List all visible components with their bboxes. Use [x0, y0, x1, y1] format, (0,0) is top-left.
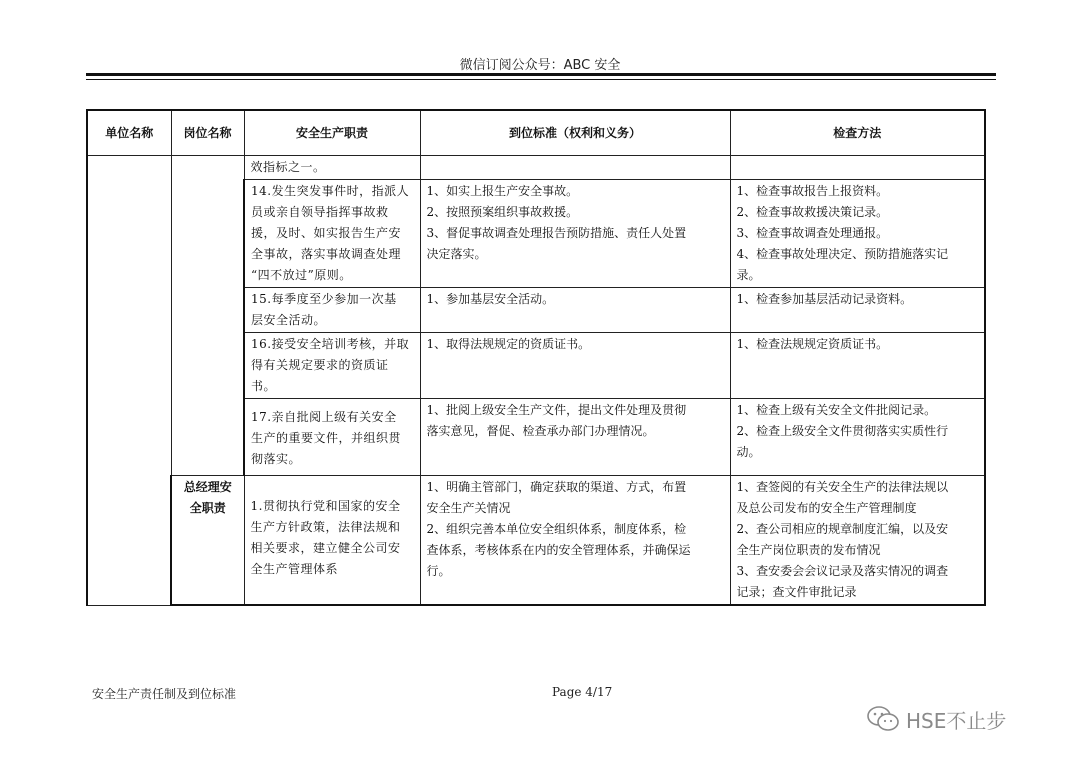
cell-line: 相关要求，建立健全公司安: [250, 541, 401, 555]
cell-line: 全职责: [189, 501, 226, 515]
cell-line: 书。: [251, 379, 277, 393]
cell-line: 1、明确主管部门，确定获取的渠道、方式，布置: [426, 480, 687, 494]
footer-page-number: Page 4/17: [552, 685, 613, 699]
cell-line: 17.亲自批阅上级有关安全: [251, 410, 397, 424]
check-cell: [730, 156, 985, 180]
cell-line: 3、督促事故调查处理报告预防措施、责任人处置: [426, 226, 687, 240]
col-header-standard: 到位标准（权利和义务）: [420, 110, 730, 156]
duty-cell: [244, 156, 420, 180]
standard-cell: [420, 156, 730, 180]
cell-line: 4、检查事故处理决定、预防措施落实记: [736, 247, 949, 261]
duty-cell: [244, 333, 420, 399]
cell-line: 1、如实上报生产安全事故。: [426, 184, 579, 198]
cell-line: 16.接受安全培训考核，并取: [251, 337, 410, 351]
cell-line: 得有关规定要求的资质证: [251, 358, 389, 372]
header-rule-thin: [86, 79, 996, 80]
cell-line: 1、检查参加基层活动记录资料。: [736, 292, 913, 306]
cell-line: 1、批阅上级安全生产文件，提出文件处理及贯彻: [426, 403, 687, 417]
cell-line: 2、按照预案组织事故救援。: [426, 205, 579, 219]
cell-line: 1、查签阅的有关安全生产的法律法规以: [736, 480, 949, 494]
duty-cell: [244, 399, 420, 476]
table-row: [87, 156, 985, 180]
unit-cell: [87, 156, 171, 606]
table-header-row: [87, 110, 985, 156]
duty-cell: [244, 180, 420, 288]
cell-line: 全生产管理体系: [250, 562, 339, 576]
responsibility-table: [86, 109, 986, 606]
cell-line: 记录；查文件审批记录: [736, 585, 857, 599]
check-cell: [730, 399, 985, 476]
cell-line: 2、查公司相应的规章制度汇编，以及安: [736, 522, 949, 536]
cell-line: 生产方针政策，法律法规和: [250, 520, 401, 534]
watermark-text: HSE不止步: [906, 708, 1007, 733]
col-header-unit: 单位名称: [87, 110, 171, 156]
cell-line: 3、查安委会会议记录及落实情况的调查: [736, 564, 949, 578]
cell-line: 15.每季度至少参加一次基: [251, 292, 397, 306]
cell-line: 总经理安: [183, 480, 232, 494]
check-cell: [730, 288, 985, 333]
cell-line: 层安全活动。: [251, 313, 327, 327]
standard-cell: [420, 333, 730, 399]
cell-line: “四不放过”原则。: [251, 268, 352, 282]
duty-cell: [244, 476, 420, 606]
cell-line: 员或亲自领导指挥事故救: [251, 205, 389, 219]
page-header-title: 微信订阅公众号：ABC 安全: [459, 58, 621, 73]
check-cell: [730, 476, 985, 606]
cell-line: 1、检查上级有关安全文件批阅记录。: [736, 403, 937, 417]
cell-line: 2、检查事故救援决策记录。: [736, 205, 889, 219]
cell-line: 录。: [736, 268, 761, 282]
col-header-post: 岗位名称: [171, 110, 244, 156]
standard-cell: [420, 476, 730, 606]
cell-line: 全生产岗位职责的发布情况: [736, 543, 881, 557]
cell-line: 2、组织完善本单位安全组织体系，制度体系，检: [426, 522, 687, 536]
cell-line: 1、取得法规规定的资质证书。: [426, 337, 591, 351]
cell-line: 2、检查上级安全文件贯彻落实实质性行: [736, 424, 949, 438]
wechat-icon: [866, 705, 900, 733]
post-cell: [171, 156, 244, 476]
cell-line: 及总公司发布的安全生产管理制度: [736, 501, 917, 515]
cell-line: 14.发生突发事件时，指派人: [251, 184, 410, 198]
cell-line: 效指标之一。: [250, 160, 326, 174]
cell-line: 1、检查事故报告上报资料。: [736, 184, 889, 198]
standard-cell: [420, 399, 730, 476]
check-cell: [730, 333, 985, 399]
standard-cell: [420, 180, 730, 288]
cell-line: 1、检查法规规定资质证书。: [736, 337, 889, 351]
post-cell-general-manager: [171, 476, 244, 606]
duty-cell: [244, 288, 420, 333]
cell-line: 行。: [426, 564, 451, 578]
col-header-duty: 安全生产职责: [244, 110, 420, 156]
check-cell: [730, 180, 985, 288]
cell-line: 1.贯彻执行党和国家的安全: [250, 499, 401, 513]
col-header-check: 检查方法: [730, 110, 985, 156]
cell-line: 查体系，考核体系在内的安全管理体系，并确保运: [426, 543, 691, 557]
cell-line: 动。: [736, 445, 761, 459]
cell-line: 彻落实。: [251, 452, 302, 466]
cell-line: 3、检查事故调查处理通报。: [736, 226, 889, 240]
cell-line: 决定落实。: [426, 247, 487, 261]
table-row: [87, 476, 985, 606]
cell-line: 安全生产关情况: [426, 501, 511, 515]
cell-line: 1、参加基层安全活动。: [426, 292, 555, 306]
cell-line: 落实意见，督促、检查承办部门办理情况。: [426, 424, 655, 438]
cell-line: 生产的重要文件，并组织贯: [251, 431, 402, 445]
standard-cell: [420, 288, 730, 333]
cell-line: 援，及时、如实报告生产安: [251, 226, 402, 240]
watermark: [866, 703, 1006, 735]
header-rule-thick: [86, 73, 996, 76]
footer-doc-title: 安全生产责任制及到位标准: [92, 687, 237, 701]
cell-line: 全事故，落实事故调查处理: [251, 247, 402, 261]
